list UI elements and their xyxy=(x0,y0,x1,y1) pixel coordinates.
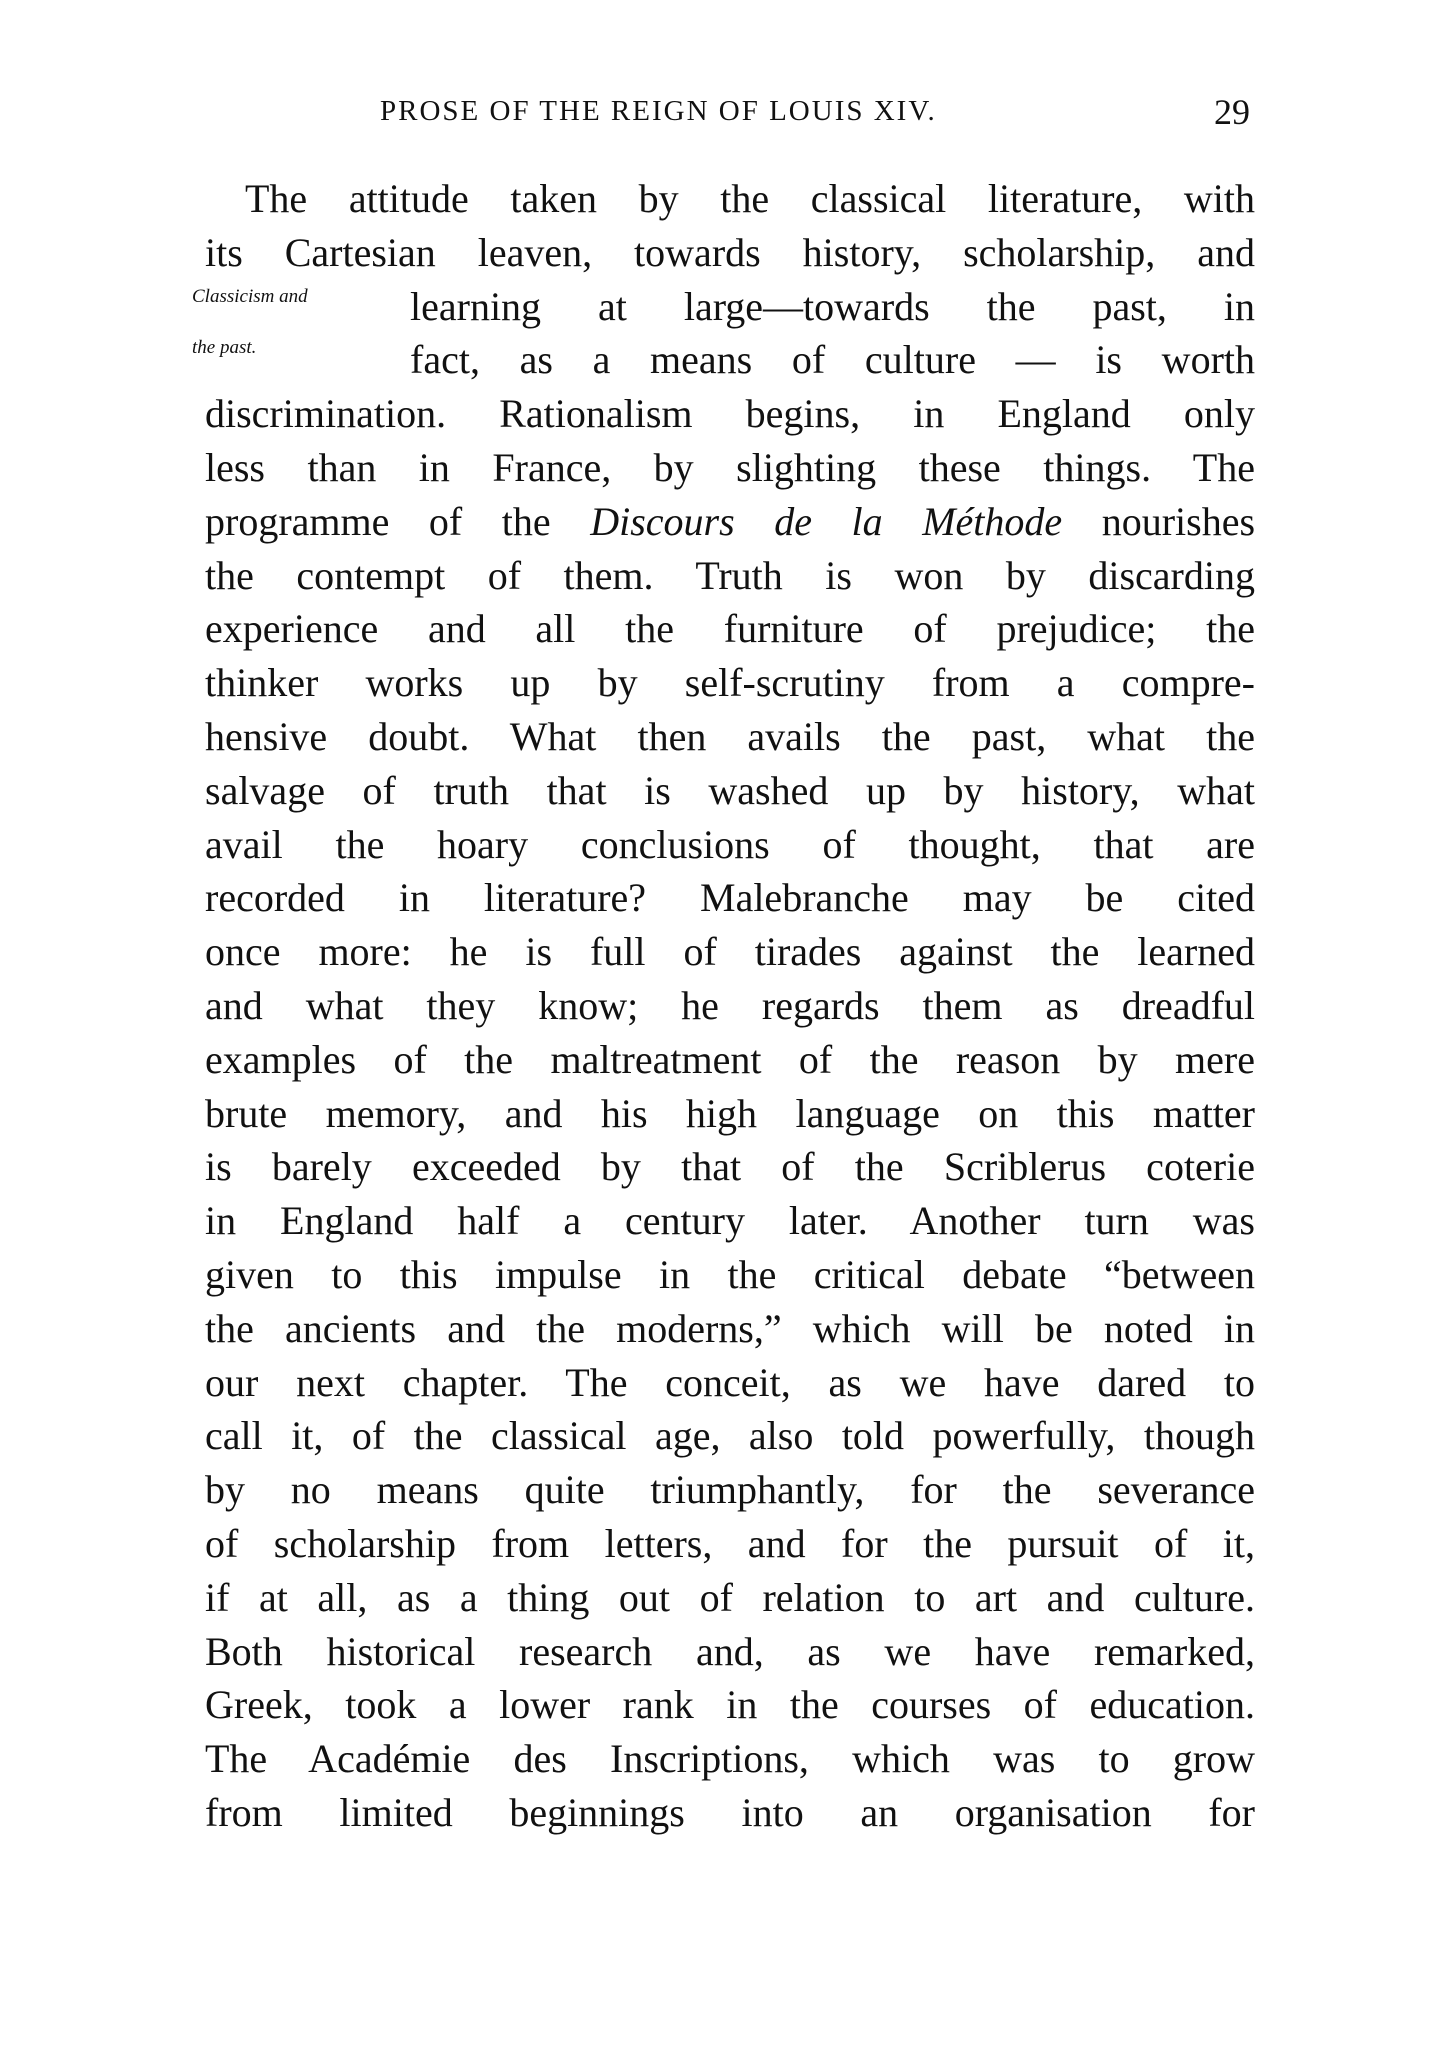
text-line: its Cartesian leaven, towards history, scholarship, and xyxy=(205,229,1255,275)
text-line: Greek, took a lower rank in the courses of education. xyxy=(205,1682,1255,1728)
running-title: PROSE OF THE REIGN OF LOUIS XIV. xyxy=(380,95,937,127)
text-line: less than in France, by slighting these things. The xyxy=(205,444,1255,490)
text-line: Both historical research and, as we have remarked, xyxy=(205,1628,1255,1674)
text-line: of scholarship from letters, and for the pursuit of it, xyxy=(205,1520,1255,1566)
text-line: our next chapter. The conceit, as we have dared to xyxy=(205,1359,1255,1405)
text-line-content: fact, as a means of culture — is worth xyxy=(410,337,1255,383)
text-line: hensive doubt. What then avails the past, what the xyxy=(205,713,1255,759)
page-number: 29 xyxy=(1214,92,1250,132)
text-line: is barely exceeded by that of the Scriblerus coterie xyxy=(205,1144,1255,1190)
text-line: if at all, as a thing out of relation to art and culture. xyxy=(205,1574,1255,1620)
text-line: brute memory, and his high language on this matter xyxy=(205,1090,1255,1136)
text-fragment: nourishes xyxy=(1101,498,1256,544)
text-line: salvage of truth that is washed up by history, what xyxy=(205,767,1255,813)
text-line: the ancients and the moderns,” which will be noted in xyxy=(205,1305,1255,1351)
text-line: recorded in literature? Malebranche may be cited xyxy=(205,875,1255,921)
text-line: the contempt of them. Truth is won by discarding xyxy=(205,552,1255,598)
page-header xyxy=(380,92,1250,145)
text-fragment: programme of the xyxy=(205,498,551,544)
text-line: examples of the maltreatment of the reason by mere xyxy=(205,1036,1255,1082)
body-text xyxy=(192,172,1256,1840)
text-line: avail the hoary conclusions of thought, that are xyxy=(205,821,1255,867)
text-line-with-note xyxy=(192,333,1255,387)
margin-note-line-1: Classicism and xyxy=(192,285,308,307)
text-line: experience and all the furniture of prejudice; the xyxy=(205,606,1255,652)
text-line: given to this impulse in the critical debate “between xyxy=(205,1251,1255,1297)
text-line: The Académie des Inscriptions, which was to grow xyxy=(205,1736,1255,1782)
text-line: by no means quite triumphantly, for the severance xyxy=(205,1467,1255,1513)
margin-note-line-2: the past. xyxy=(192,337,257,359)
text-line: once more: he is full of tirades against the learned xyxy=(205,929,1255,975)
text-line: call it, of the classical age, also told powerfully, though xyxy=(205,1413,1255,1459)
text-line: in England half a century later. Another turn was xyxy=(205,1198,1255,1244)
text-line-with-title xyxy=(205,495,1255,549)
text-line: and what they know; he regards them as dreadful xyxy=(205,982,1255,1028)
text-line: thinker works up by self-scrutiny from a compre- xyxy=(205,660,1255,706)
text-line: The attitude taken by the classical literature, with xyxy=(245,176,1255,221)
text-line-content: learning at large—towards the past, in xyxy=(410,283,1255,329)
text-line: from limited beginnings into an organisation for xyxy=(205,1789,1255,1835)
text-line-with-note xyxy=(192,280,1255,334)
italic-book-title: Discours de la Méthode xyxy=(590,498,1063,544)
text-line: discrimination. Rationalism begins, in England only xyxy=(205,391,1255,437)
